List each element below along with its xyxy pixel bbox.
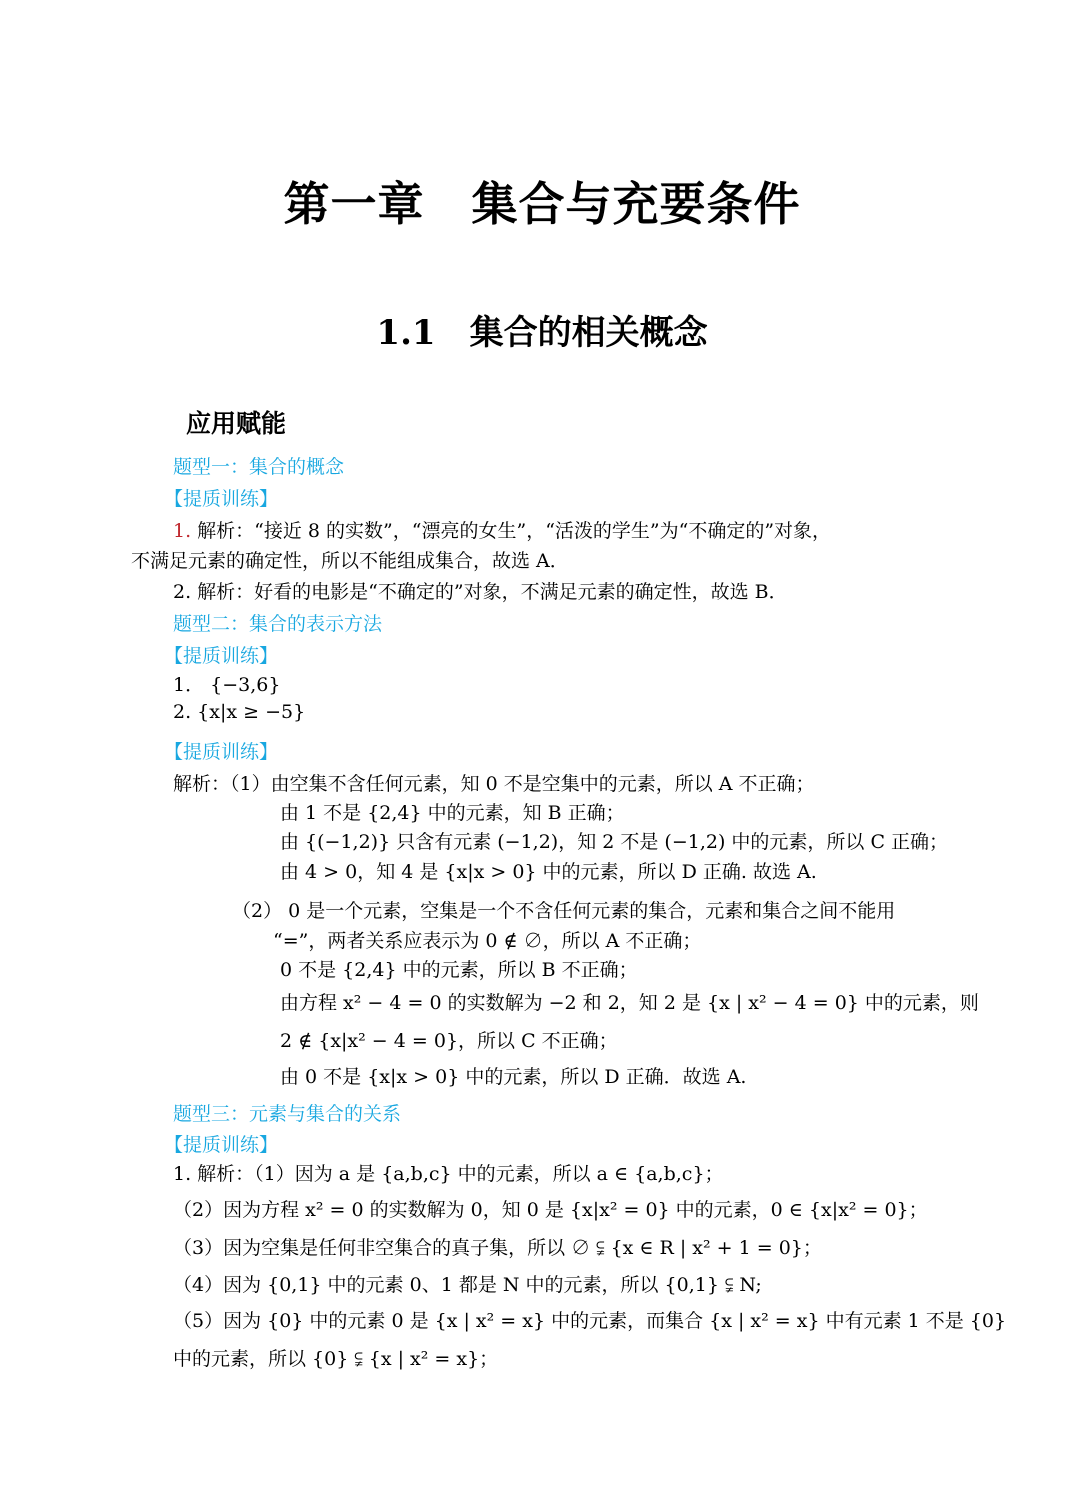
type-heading-2: 题型二：集合的表示方法 <box>173 613 383 635</box>
answer-line: 由 0 不是 {x|x > 0} 中的元素，所以 D 正确．故选 A. <box>280 1066 747 1088</box>
question-number: 1. <box>173 520 192 542</box>
subheading: 应用赋能 <box>186 409 287 438</box>
answer-line: （5）因为 {0} 中的元素 0 是 {x | x² = x} 中的元素，而集合 {x | x² = x} 中有元素 1 不是 {0} <box>173 1310 1007 1332</box>
answer-line: （3）因为空集是任何非空集合的真子集，所以 ∅ ⫋ {x ∈ R | x² + 1 = 0}； <box>173 1237 822 1259</box>
chapter-title: 第一章 集合与充要条件 <box>283 177 801 231</box>
answer-line: 由方程 x² − 4 = 0 的实数解为 −2 和 2，知 2 是 {x | x² − 4 = 0} 中的元素，则 <box>280 992 979 1014</box>
answer-line: 解析：（1）由空集不含任何元素，知 0 不是空集中的元素，所以 A 不正确； <box>173 773 815 795</box>
training-label: 【提质训练】 <box>164 741 279 763</box>
answer-line: （2）因为方程 x² = 0 的实数解为 0，知 0 是 {x|x² = 0} 中的元素，0 ∈ {x|x² = 0}； <box>173 1199 928 1221</box>
answer-line: （4）因为 {0,1} 中的元素 0、1 都是 N 中的元素，所以 {0,1} ⫋ N; <box>173 1274 762 1296</box>
answer-line: 2 ∉ {x|x² − 4 = 0}，所以 C 不正确； <box>280 1030 618 1052</box>
answer-text: 解析：“接近 8 的实数”，“漂亮的女生”，“活泼的学生”为“不确定的”对象， <box>191 520 832 542</box>
answer-line: 由 {(−1,2)} 只含有元素 (−1,2)，知 2 不是 (−1,2) 中的元素，所以 C 正确； <box>280 831 949 853</box>
answer-line: 由 4 > 0，知 4 是 {x|x > 0} 中的元素，所以 D 正确. 故选 A. <box>280 861 817 883</box>
answer-line: 由 1 不是 {2,4} 中的元素，知 B 正确； <box>280 802 625 824</box>
type-heading-3: 题型三：元素与集合的关系 <box>173 1103 402 1125</box>
answer-line <box>173 516 831 543</box>
answer-line: （2） 0 是一个元素，空集是一个不含任何元素的集合，元素和集合之间不能用 <box>232 900 896 922</box>
answer-line: “=”，两者关系应表示为 0 ∉ ∅，所以 A 不正确； <box>273 930 702 952</box>
training-label: 【提质训练】 <box>164 488 279 510</box>
answer-line: 中的元素，所以 {0} ⫋ {x | x² = x}； <box>173 1348 499 1370</box>
answer-line: 1. 解析：（1）因为 a 是 {a,b,c} 中的元素，所以 a ∈ {a,b,c}； <box>173 1163 724 1185</box>
training-label: 【提质训练】 <box>164 645 279 667</box>
answer-line: 2. 解析：好看的电影是“不确定的”对象，不满足元素的确定性，故选 B． <box>173 581 788 603</box>
type-heading-1: 题型一：集合的概念 <box>173 456 345 478</box>
answer-line: 2. {x|x ≥ −5} <box>173 701 306 723</box>
answer-line: 0 不是 {2,4} 中的元素，所以 B 不正确； <box>280 959 638 981</box>
answer-line: 1． {−3,6} <box>173 674 281 696</box>
section-title: 1.1 集合的相关概念 <box>376 313 708 353</box>
answer-line: 不满足元素的确定性，所以不能组成集合，故选 A． <box>131 550 569 572</box>
training-label: 【提质训练】 <box>164 1134 279 1156</box>
